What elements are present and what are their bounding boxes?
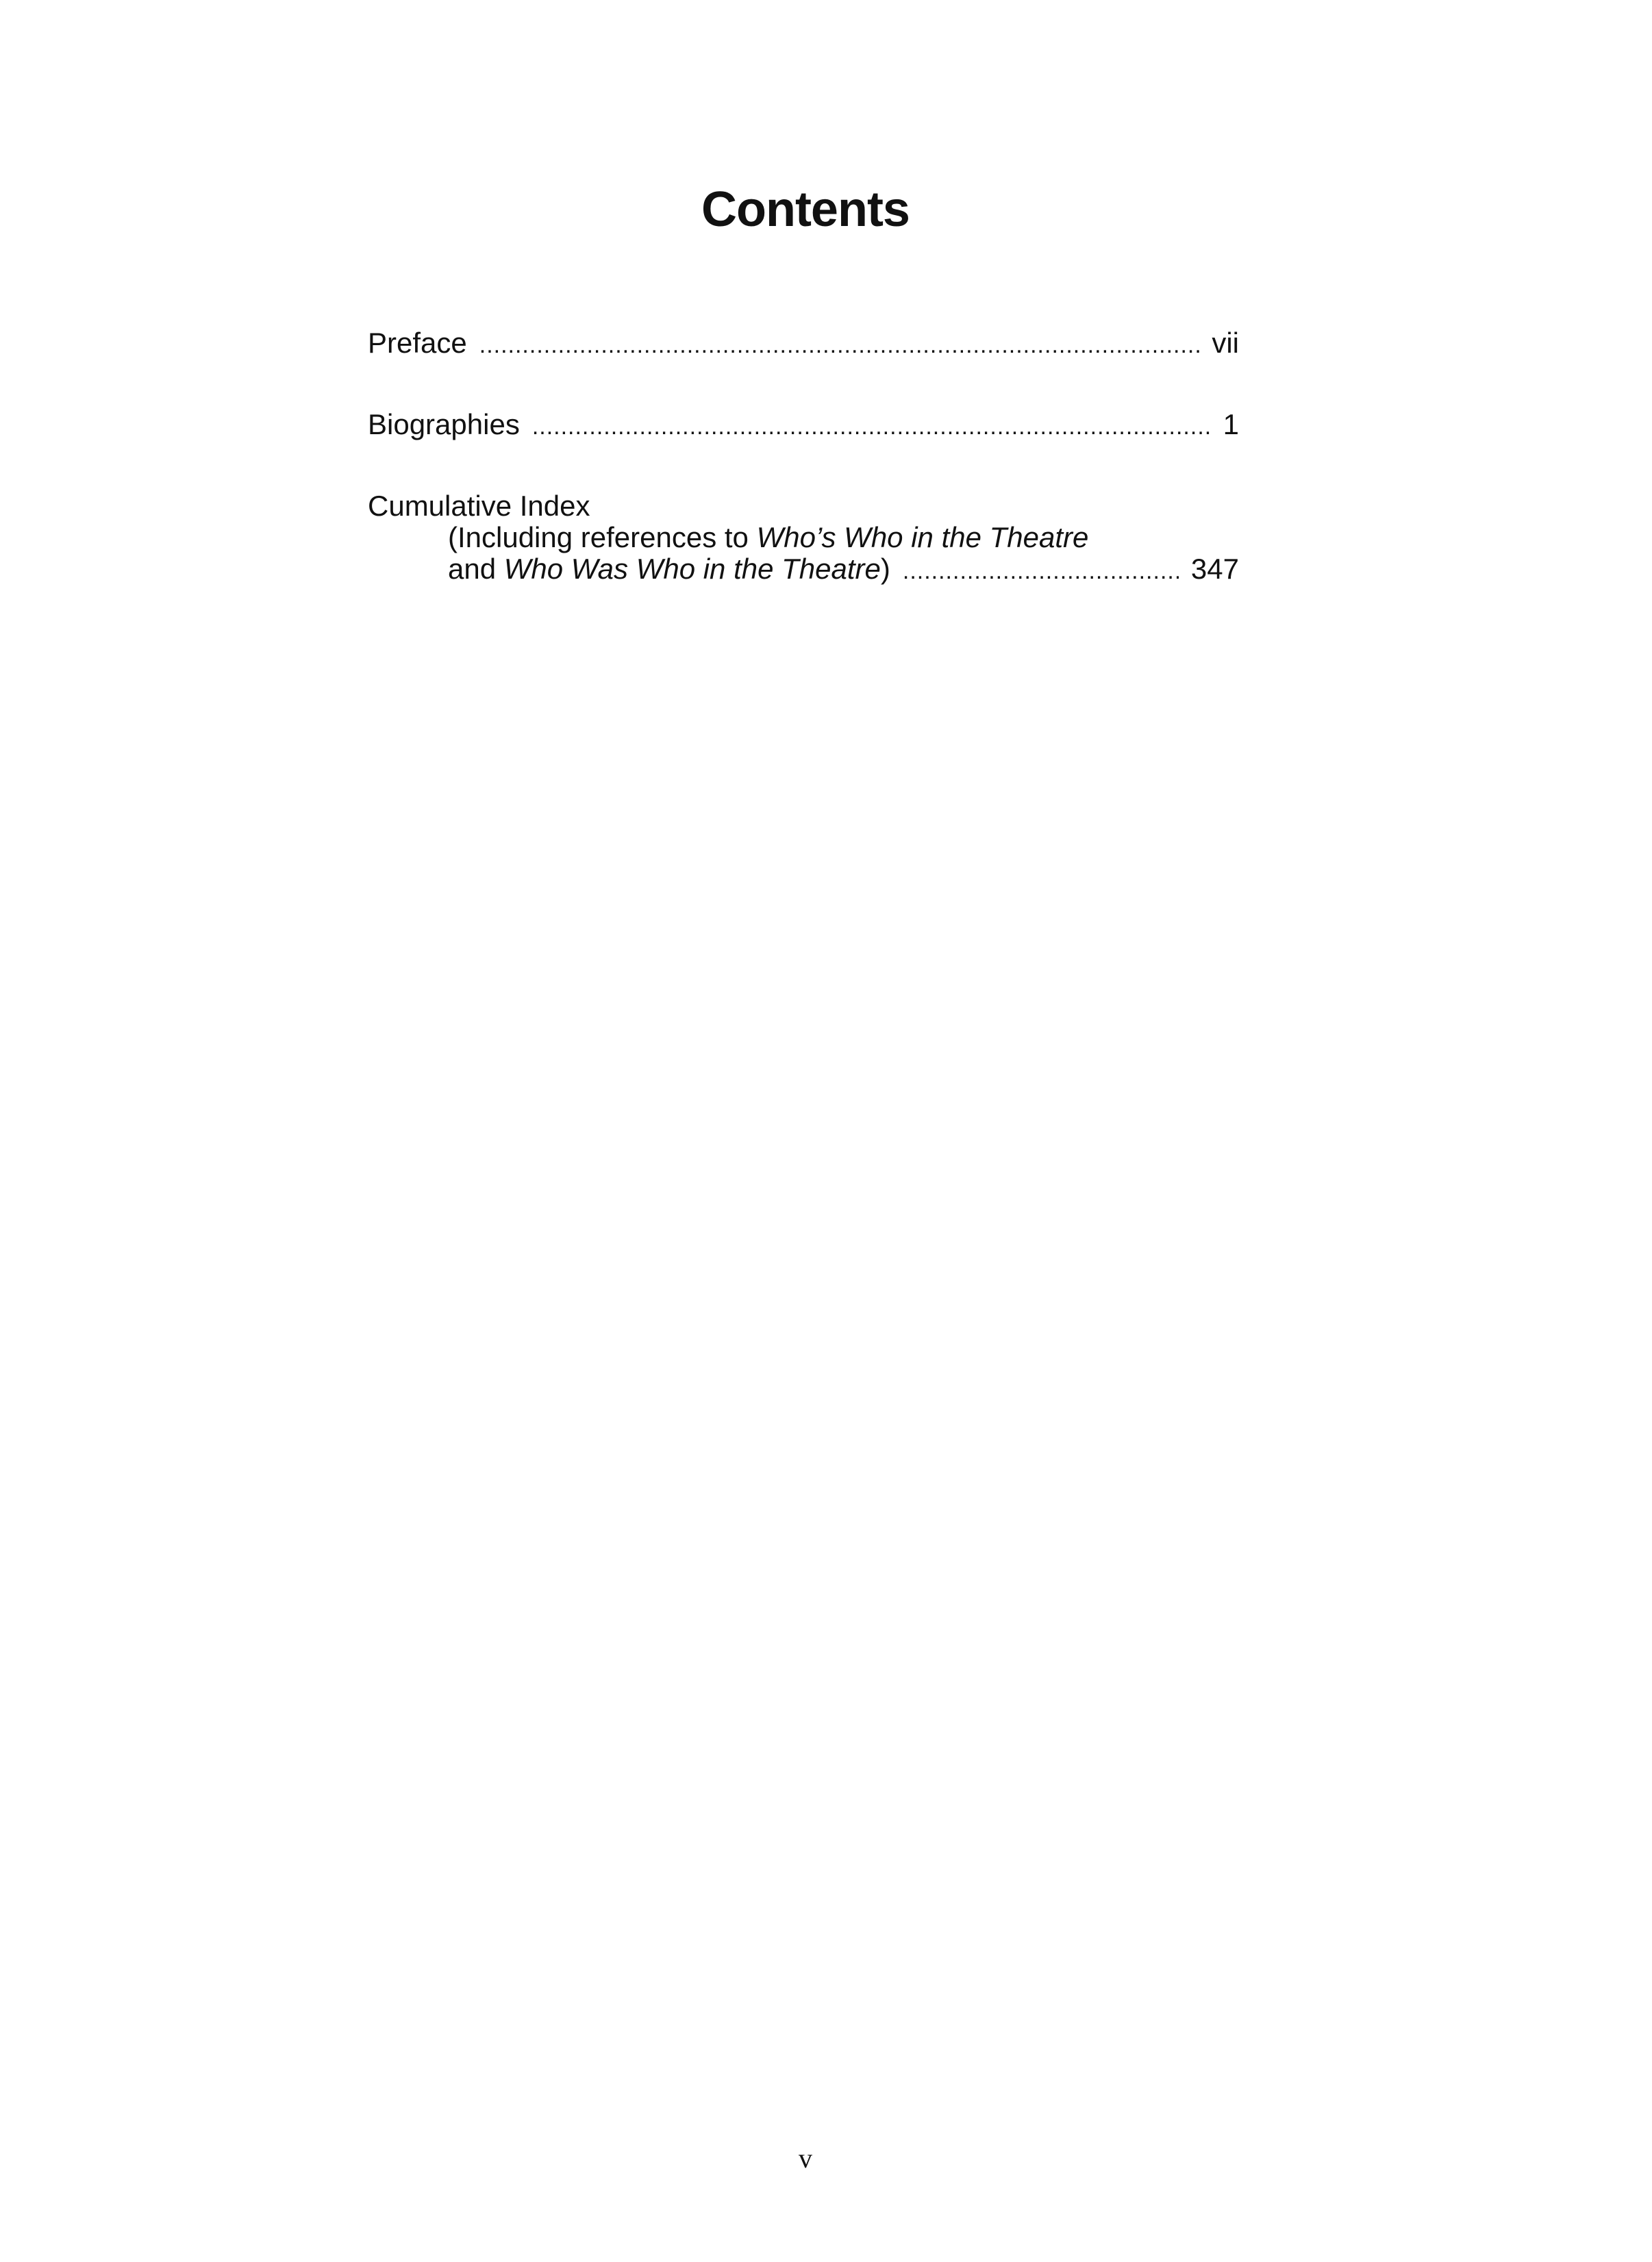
page-title: Contents [701,182,910,238]
toc-entry-label: Cumulative Index [368,490,590,522]
toc-entry-biographies [368,409,1239,442]
subtitle-line-1-title: Who’s Who in the Theatre [756,521,1089,553]
toc-entry-subtitle [368,522,1239,587]
toc-row [448,553,1239,587]
toc-row [368,327,1239,361]
dot-leader [532,411,1211,442]
subtitle-line-2-title: Who Was Who in the Theatre [503,553,881,585]
subtitle-line-1 [448,522,1239,553]
toc-entry-cumulative-index [368,490,1239,587]
toc-row [368,409,1239,442]
toc-entry-preface [368,327,1239,361]
dot-leader [479,329,1200,361]
toc-entry-page-number: vii [1212,327,1239,359]
toc-entry-label: Biographies [368,408,520,440]
dot-leader [903,555,1179,587]
subtitle-line-1-prefix: (Including references to [448,521,757,553]
subtitle-line-2 [448,553,890,585]
page-folio: v [799,2143,812,2174]
toc-entry-page-number: 1 [1223,408,1239,440]
toc-entry-page-number: 347 [1190,553,1239,585]
toc-entry-label: Preface [368,327,467,359]
subtitle-line-2-prefix: and [448,553,504,585]
subtitle-line-2-suffix: ) [880,553,890,585]
